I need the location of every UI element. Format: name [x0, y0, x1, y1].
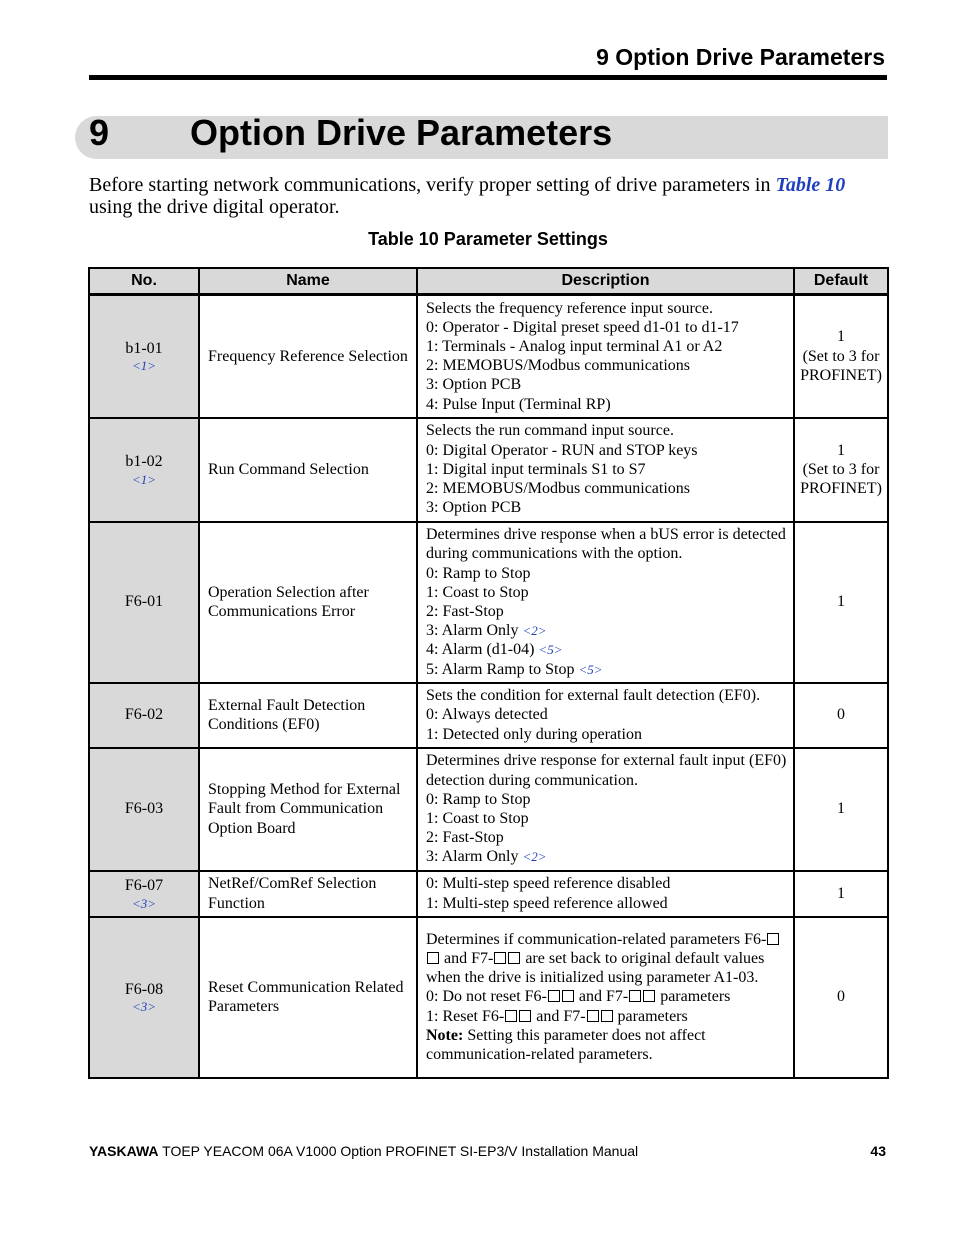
desc-line [426, 660, 793, 679]
desc-text: 3: Alarm Only [426, 848, 523, 866]
default-value: 1 [837, 441, 845, 459]
column-header-description: Description [417, 268, 794, 295]
desc-line: 0: Multi-step speed reference disabled [426, 875, 671, 893]
param-name: NetRef/ComRef Selection Function [199, 871, 417, 917]
desc-line: 0: Ramp to Stop [426, 564, 531, 582]
note-label: Note: [426, 1026, 464, 1044]
param-name: Reset Communication Related Parameters [199, 917, 417, 1078]
param-name: Frequency Reference Selection [199, 295, 417, 418]
param-description [417, 418, 794, 522]
placeholder-box-icon [601, 1010, 613, 1022]
table-row [89, 522, 888, 683]
desc-text: parameters [656, 988, 731, 1006]
desc-line: Sets the condition for external fault detection (EF0). [426, 687, 761, 705]
table-row [89, 871, 888, 917]
placeholder-box-icon [767, 933, 779, 945]
param-code: F6-08 [124, 980, 164, 998]
placeholder-box-icon [519, 1010, 531, 1022]
placeholder-box-icon [494, 952, 506, 964]
header-rule [89, 75, 887, 80]
footnote-ref-link[interactable]: <3> [131, 895, 157, 911]
placeholder-box-icon [427, 952, 439, 964]
desc-line: 2: Fast-Stop [426, 829, 504, 847]
desc-line: 4: Pulse Input (Terminal RP) [426, 395, 611, 413]
desc-paragraph [426, 930, 793, 988]
desc-text: 0: Do not reset F6- [426, 988, 547, 1006]
desc-line: 1: Terminals - Analog input terminal A1 or A2 [426, 338, 723, 356]
table-row [89, 295, 888, 418]
placeholder-box-icon [643, 990, 655, 1002]
desc-line: 2: Fast-Stop [426, 603, 504, 620]
placeholder-box-icon [562, 990, 574, 1002]
desc-line [426, 1007, 793, 1026]
param-default: 1 [794, 871, 888, 917]
footnote-ref-link[interactable]: <1> [131, 471, 157, 487]
param-number [89, 871, 199, 917]
desc-text: and F7- [532, 1007, 586, 1025]
param-code: b1-01 [125, 340, 163, 358]
placeholder-box-icon [548, 990, 560, 1002]
desc-text: 5: Alarm Ramp to Stop [426, 660, 579, 678]
param-default: 1 [794, 522, 888, 683]
placeholder-box-icon [508, 952, 520, 964]
footnote-ref-link[interactable]: <5> [538, 642, 563, 658]
param-name: External Fault Detection Conditions (EF0) [199, 683, 417, 748]
table-header-row [89, 268, 888, 295]
desc-line: 1: Multi-step speed reference allowed [426, 894, 668, 912]
param-default: 1 [794, 748, 888, 871]
footnote-ref-link[interactable]: <3> [131, 999, 157, 1015]
param-description [417, 522, 794, 683]
param-code: F6-07 [124, 877, 164, 895]
desc-text: Determines if communication-related parameters F6- [426, 930, 767, 948]
intro-text-after: using the drive digital operator. [89, 196, 340, 218]
footnote-ref-link[interactable]: <1> [131, 358, 157, 374]
placeholder-box-icon [505, 1010, 517, 1022]
section-title: Option Drive Parameters [190, 112, 613, 153]
section-number: 9 [89, 112, 110, 153]
desc-line [426, 621, 793, 640]
param-description [417, 748, 794, 871]
desc-line [426, 640, 793, 659]
desc-text: and F7- [440, 949, 494, 967]
desc-line: 3: Option PCB [426, 499, 522, 517]
param-name: Operation Selection after Communications Error [199, 522, 417, 683]
footnote-ref-link[interactable]: <2> [522, 849, 547, 865]
column-header-default: Default [794, 268, 888, 295]
desc-line: 0: Operator - Digital preset speed d1-01 to d1-17 [426, 318, 739, 336]
param-description [417, 917, 794, 1078]
note-text: Setting this parameter does not affect communication-related parameters. [426, 1026, 706, 1063]
column-header-name: Name [199, 268, 417, 295]
placeholder-box-icon [587, 1010, 599, 1022]
param-code: F6-02 [124, 706, 164, 724]
desc-text: 4: Alarm (d1-04) [426, 641, 539, 659]
table-row [89, 418, 888, 522]
param-description [417, 683, 794, 748]
desc-line [426, 847, 793, 866]
param-number [89, 683, 199, 748]
param-number [89, 522, 199, 683]
running-head: 9 Option Drive Parameters [596, 44, 885, 70]
param-default [794, 418, 888, 522]
desc-text: 1: Reset F6- [426, 1007, 505, 1025]
desc-text: 3: Alarm Only [426, 622, 523, 640]
param-description [417, 295, 794, 418]
footer-brand: YASKAWA [89, 1143, 159, 1159]
default-value: 1 [837, 328, 845, 346]
param-number [89, 418, 199, 522]
table-row [89, 917, 888, 1078]
param-description [417, 871, 794, 917]
desc-text: parameters [613, 1007, 688, 1025]
footer-text [89, 1143, 638, 1159]
default-note: (Set to 3 for [802, 347, 880, 365]
desc-line: Determines drive response for external fault input (EF0) detection during communication. [426, 752, 787, 789]
param-number [89, 917, 199, 1078]
param-number [89, 295, 199, 418]
intro-paragraph [89, 174, 889, 218]
desc-line: 1: Coast to Stop [426, 810, 529, 827]
table-10-link[interactable]: Table 10 [775, 174, 846, 196]
param-default: 0 [794, 683, 888, 748]
footnote-ref-link[interactable]: <5> [578, 661, 603, 677]
desc-text: are set back to original default values when the drive is initialized using parameter A1-03. [426, 949, 765, 987]
param-default: 0 [794, 917, 888, 1078]
param-name: Run Command Selection [199, 418, 417, 522]
default-note: PROFINET) [800, 480, 882, 498]
footnote-ref-link[interactable]: <2> [522, 623, 547, 639]
param-default [794, 295, 888, 418]
table-row [89, 748, 888, 871]
desc-line: Determines drive response when a bUS error is detected during communications with the option. [426, 526, 786, 563]
desc-line: 1: Digital input terminals S1 to S7 [426, 460, 646, 478]
desc-line: 0: Always detected [426, 706, 548, 724]
desc-text: and F7- [574, 988, 629, 1006]
page-number: 43 [870, 1143, 886, 1159]
desc-line: 2: MEMOBUS/Modbus communications [426, 480, 691, 498]
intro-text-before: Before starting network communications, verify proper setting of drive parameters in [89, 174, 776, 196]
param-name: Stopping Method for External Fault from Communication Option Board [199, 748, 417, 871]
table-caption: Table 10 Parameter Settings [368, 229, 608, 249]
desc-line: 0: Digital Operator - RUN and STOP keys [426, 441, 698, 459]
param-number [89, 748, 199, 871]
default-note: (Set to 3 for [802, 460, 880, 478]
footer-manual-title: TOEP YEACOM 06A V1000 Option PROFINET SI-EP3/V Installation Manual [158, 1143, 639, 1159]
param-code: F6-03 [124, 800, 164, 818]
note-line [426, 1026, 793, 1064]
desc-line: Selects the run command input source. [426, 422, 674, 440]
table-row [89, 683, 888, 748]
desc-line: 2: MEMOBUS/Modbus communications [426, 357, 691, 375]
param-code: b1-02 [125, 453, 163, 471]
desc-line: 3: Option PCB [426, 376, 522, 394]
desc-line: Selects the frequency reference input source. [426, 299, 713, 317]
param-code: F6-01 [124, 593, 164, 611]
parameter-settings-table [88, 267, 889, 1079]
desc-line [426, 987, 793, 1006]
default-note: PROFINET) [800, 366, 882, 384]
desc-line: 0: Ramp to Stop [426, 790, 531, 808]
placeholder-box-icon [629, 990, 641, 1002]
column-header-no: No. [89, 268, 199, 295]
desc-line: 1: Coast to Stop [426, 583, 529, 601]
desc-line: 1: Detected only during operation [426, 725, 642, 743]
